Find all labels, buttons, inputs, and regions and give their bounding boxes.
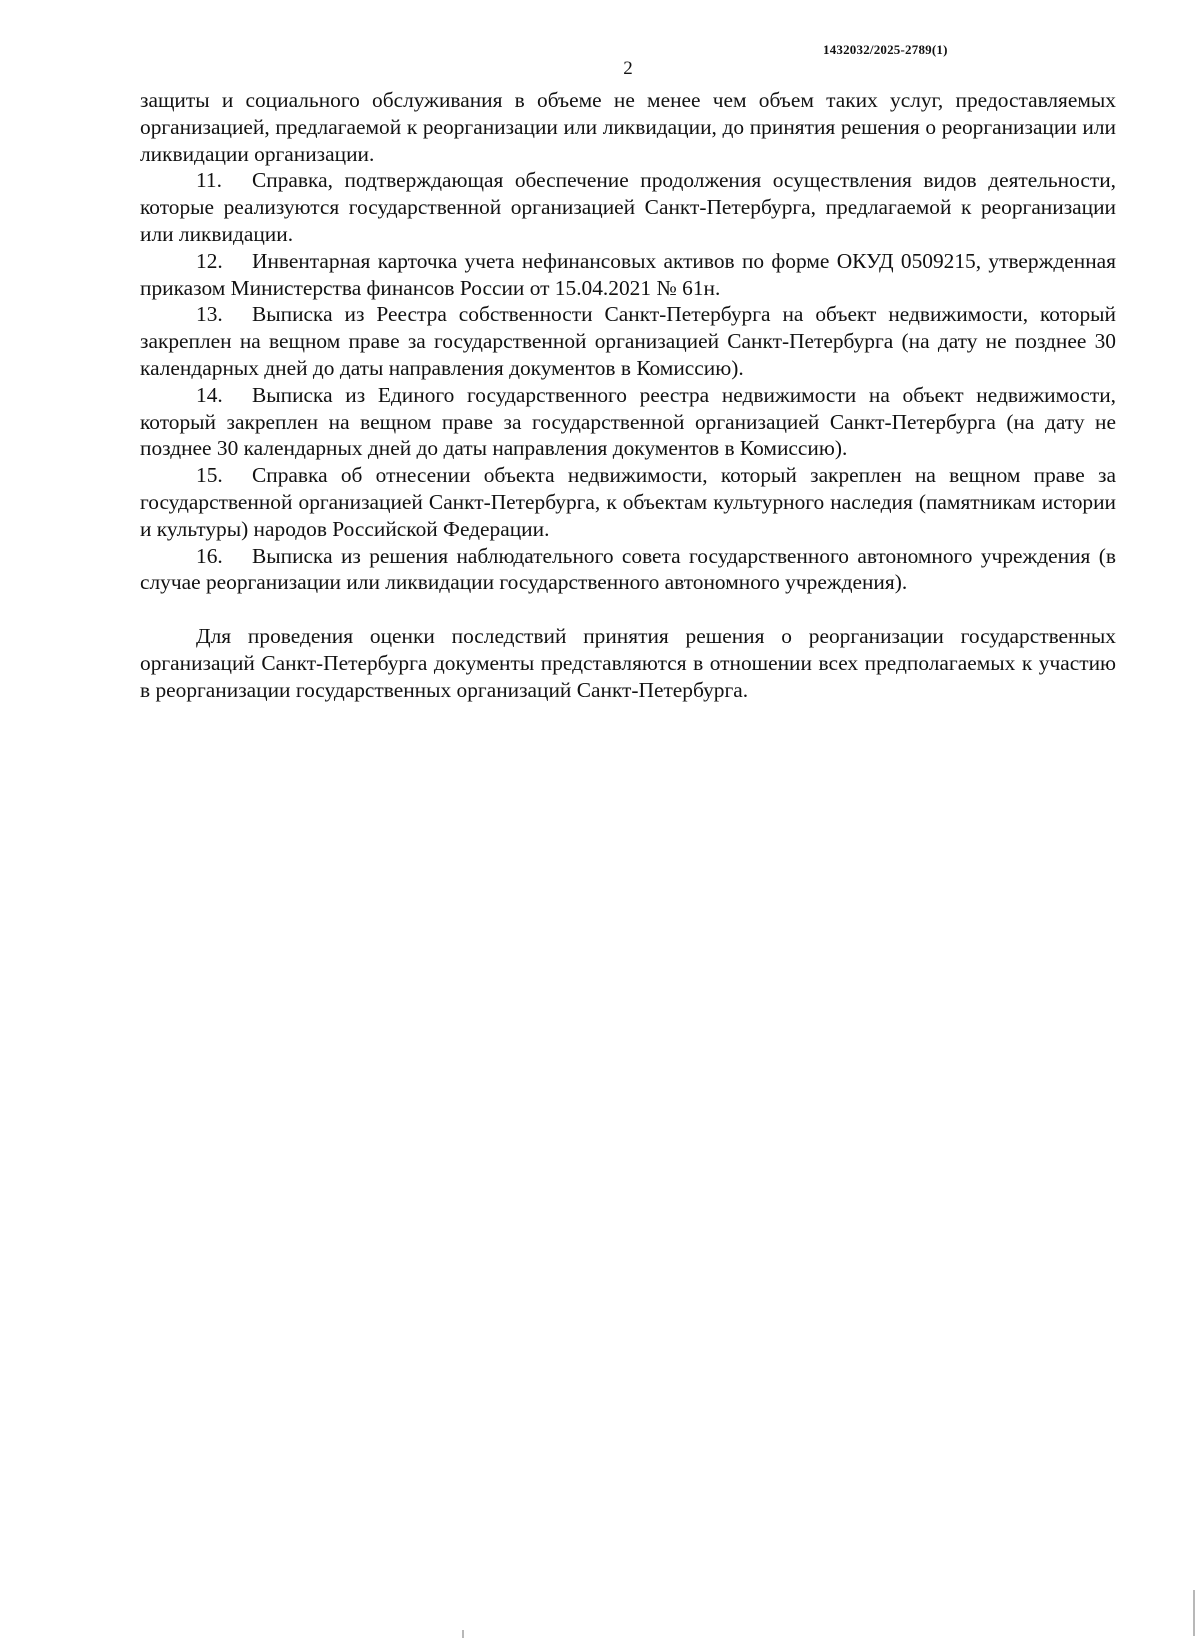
list-item-15: [140, 462, 1116, 542]
document-registration-number: 1432032/2025-2789(1): [823, 42, 948, 57]
continuation-paragraph: защиты и социального обслуживания в объеме не менее чем объем таких услуг, предоставляемых организацией, предлагаемой к реорганизации или ликвидации, до принятия решения о реорганизации или ликвидации организации.: [140, 88, 1116, 166]
scan-artifact: [1193, 1590, 1195, 1636]
list-item-text: Выписка из Единого государственного реестра недвижимости на объект недвижимости, который закреплен на вещном праве за государственной организацией Санкт-Петербурга (на дату не позднее 30 календарных дней до даты направления документов в Комиссию).: [140, 382, 1116, 461]
scan-artifact: [462, 1630, 464, 1638]
list-item-text: Справка, подтверждающая обеспечение продолжения осуществления видов деятельности, которые реализуются государственной организацией Санкт-Петербурга, предлагаемой к реорганизации или ликвидации.: [140, 168, 1116, 246]
list-item-13: [140, 301, 1116, 381]
list-item-text: Инвентарная карточка учета нефинансовых активов по форме ОКУД 0509215, утвержденная приказом Министерства финансов России от 15.04.2021 № 61н.: [140, 248, 1116, 300]
list-item-number: 13.: [196, 302, 223, 327]
list-item-11: [140, 167, 1116, 247]
list-item-14: [140, 382, 1116, 462]
list-item-text: Выписка из Реестра собственности Санкт-Петербурга на объект недвижимости, который закреплен на вещном праве за государственной организацией Санкт-Петербурга (на дату не позднее 30 календарных дней до даты направления документов в Комиссию).: [140, 302, 1116, 380]
list-item-12: [140, 248, 1116, 302]
list-item-number: 11.: [196, 168, 222, 193]
closing-paragraph: Для проведения оценки последствий принятия решения о реорганизации государственных организаций Санкт-Петербурга документы представляются в отношении всех предполагаемых к участию в реорганизации государственных организаций Санкт-Петербурга.: [140, 624, 1116, 702]
list-item-16: [140, 543, 1116, 597]
list-item-number: 14.: [196, 382, 223, 407]
document-body: [140, 87, 1116, 704]
list-item-number: 16.: [196, 543, 223, 568]
list-item-text: Справка об отнесении объекта недвижимости, который закреплен на вещном праве за государственной организацией Санкт-Петербурга, к объектам культурного наследия (памятникам истории и культуры) народов Российской Федерации.: [140, 463, 1116, 541]
list-item-number: 15.: [196, 463, 223, 488]
page-number: 2: [623, 58, 633, 79]
list-item-number: 12.: [196, 248, 223, 273]
list-item-text: Выписка из решения наблюдательного совета государственного автономного учреждения (в случае реорганизации или ликвидации государственного автономного учреждения).: [140, 543, 1116, 595]
